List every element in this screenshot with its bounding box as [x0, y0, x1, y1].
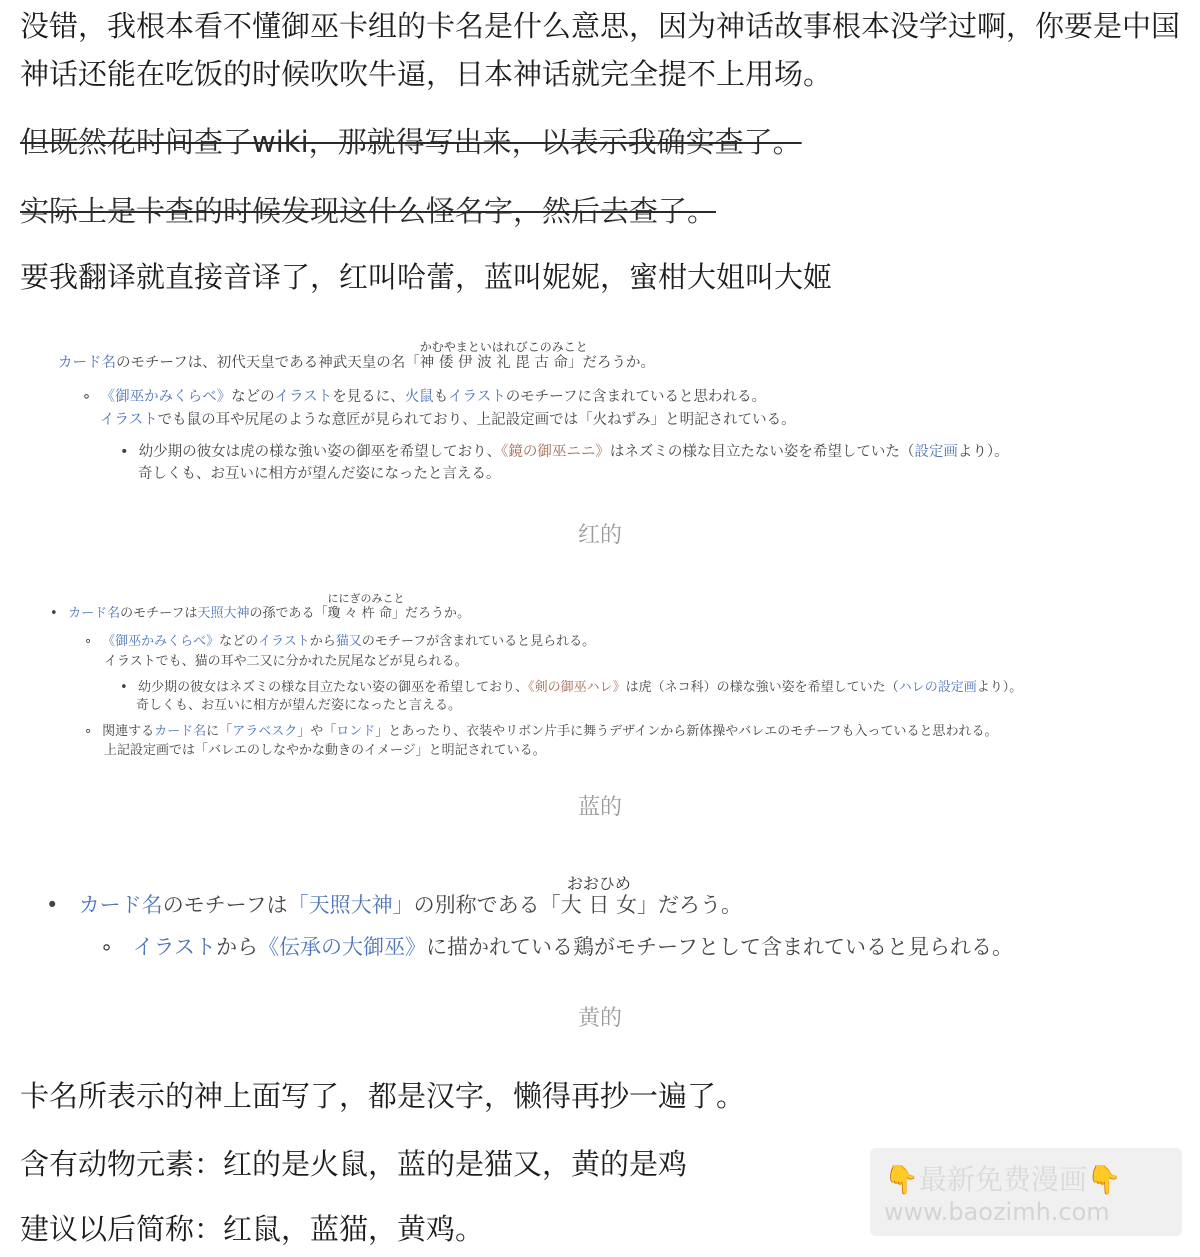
text: 」とあったり、衣装やリボン片手に舞うデザインから新体操やバレエのモチーフも入っていると思われる。: [375, 724, 998, 739]
link-settei[interactable]: 設定画: [914, 444, 958, 460]
text: 」だろうか。: [568, 355, 656, 371]
text: 幼少期の彼女はネズミの様な目立たない姿の御巫を希望しており、: [138, 680, 529, 695]
yellow-line-2: [100, 931, 1013, 961]
para-translation: 要我翻译就直接音译了，红叫哈蕾，蓝叫妮妮，蜜柑大姐叫大姬: [20, 260, 833, 294]
blue-line-3: [104, 650, 468, 669]
wiki-excerpt-yellow: [46, 865, 1166, 975]
ruby-kamuyamato: [419, 340, 588, 372]
text: は虎（ネコ科）の様な強い姿を希望していた（: [625, 680, 899, 695]
link-arabesque[interactable]: アラベスク: [232, 724, 298, 739]
link-tsurugi-hare[interactable]: 《剣の御巫ハレ》: [528, 680, 626, 695]
link-rondo[interactable]: ロンド: [336, 724, 376, 739]
yellow-line-1: [46, 874, 742, 919]
text: 奇しくも、お互いに相方が望んだ姿になったと言える。: [138, 466, 501, 482]
link-nekomata[interactable]: 猫又: [335, 634, 362, 649]
text: を見るに、: [332, 389, 405, 405]
text: 」だろうか。: [391, 606, 470, 621]
bullet-icon: •: [120, 680, 128, 695]
ruby-ninigi: [327, 592, 405, 621]
blue-line-2: [84, 630, 595, 649]
ruby-reading: ににぎのみこと: [327, 592, 405, 605]
link-hinezumi[interactable]: 火鼠: [404, 389, 434, 405]
ruby-reading: かむやまといはれびこのみこと: [419, 340, 588, 354]
link-illust[interactable]: イラスト: [274, 389, 333, 405]
ruby-base: 瓊 々 杵 命: [327, 606, 392, 621]
text: の別称である「: [413, 893, 561, 917]
ruby-base: 大 日 女: [560, 893, 637, 917]
ruby-oohime: [560, 874, 637, 919]
text: に描かれている鶏がモチーフとして含まれていると見られる。: [426, 935, 1014, 959]
text: より）。: [976, 680, 1023, 695]
link-densho-oomikanagi[interactable]: 《伝承の大御巫》: [258, 935, 427, 959]
para-kanji-note: 卡名所表示的神上面写了，都是汉字，懒得再抄一遍了。: [20, 1079, 746, 1113]
text: でも鼠の耳や尻尾のような意匠が見られており、上記設定画では「火ねずみ」と明記されている。: [157, 412, 796, 428]
caption-yellow: 黄的: [577, 1006, 622, 1031]
link-illust[interactable]: イラスト: [258, 634, 310, 649]
text: イラストでも、猫の耳や二又に分かれた尻尾などが見られる。: [104, 654, 468, 669]
para-animals: 含有动物元素：红的是火鼠，蓝的是猫又，黄的是鸡: [20, 1147, 688, 1181]
hollow-bullet-icon: ∘: [100, 935, 114, 959]
watermark-text: 最新免费漫画: [918, 1163, 1087, 1196]
link-illust[interactable]: イラスト: [448, 389, 506, 405]
red-line-4: [120, 440, 1009, 461]
text: のモチーフは、初代天皇である神武天皇の名「: [116, 355, 420, 371]
text: の孫である「: [249, 606, 328, 621]
pointing-down-hand-icon: 👇: [884, 1163, 919, 1196]
watermark: [870, 1148, 1182, 1236]
link-card-name[interactable]: カード名: [78, 893, 163, 917]
red-line-2: [82, 385, 766, 406]
watermark-url: www.baozimh.com: [884, 1198, 1110, 1226]
para-nicknames: 建议以后简称：红鼠，蓝猫，黄鸡。: [20, 1212, 485, 1246]
link-card-name[interactable]: カード名: [68, 606, 121, 621]
pointing-down-hand-icon: 👇: [1086, 1163, 1122, 1196]
link-amaterasu[interactable]: 「天照大神」: [287, 893, 414, 917]
text: などの: [231, 389, 275, 405]
para-intro: 没错，我根本看不懂御巫卡组的卡名是什么意思，因为神话故事根本没学过啊，你要是中国神话还能在吃饭的时候吹吹牛逼，日本神话就完全提不上用场。: [20, 9, 1181, 91]
red-line-5: [138, 462, 501, 483]
text: などの: [219, 634, 259, 649]
text: のモチーフが含まれていると見られる。: [361, 634, 596, 649]
link-card-name[interactable]: カード名: [154, 724, 207, 739]
bullet-icon: •: [46, 893, 59, 917]
blue-line-5: [136, 694, 461, 713]
blue-line-7: [104, 739, 546, 758]
text: のモチーフは: [162, 893, 288, 917]
ruby-reading: おおひめ: [566, 874, 631, 893]
text: 」や「: [297, 724, 337, 739]
link-kagami-nini[interactable]: 《鏡の御巫ニニ》: [501, 444, 610, 460]
caption-blue: 蓝的: [577, 795, 622, 820]
text: はネズミの様な目立たない姿を希望していた（: [609, 444, 915, 460]
text: 上記設定画では「バレエのしなやかな動きのイメージ」と明記されている。: [104, 743, 546, 758]
hollow-bullet-icon: ∘: [82, 389, 92, 405]
text: のモチーフに含まれていると思われる。: [505, 389, 767, 405]
para-strike-2: 实际上是卡查的时候发现这什么怪名字，然后去查了。: [20, 194, 717, 228]
wiki-excerpt-red: [58, 335, 1178, 495]
wiki-excerpt-blue: [50, 588, 1170, 758]
link-illust[interactable]: イラスト: [132, 935, 217, 959]
hollow-bullet-icon: ∘: [84, 724, 93, 739]
link-kamikurabe[interactable]: 《御巫かみくらべ》: [102, 634, 220, 649]
para-strike-1: 但既然花时间查了wiki，那就得写出来，以表示我确实查了。: [20, 125, 802, 159]
bullet-icon: •: [50, 606, 58, 621]
caption-red: 红的: [577, 523, 622, 548]
text: より）。: [957, 444, 1009, 460]
text: から: [216, 935, 259, 959]
text: 幼少期の彼女は虎の様な強い姿の御巫を希望しており、: [138, 444, 502, 460]
ruby-base: 神 倭 伊 波 礼 毘 古 命: [419, 355, 569, 371]
text: に「: [206, 724, 233, 739]
red-line-1: [58, 340, 656, 372]
blue-line-4: [120, 676, 1022, 695]
red-line-3: [100, 408, 796, 429]
hollow-bullet-icon: ∘: [84, 634, 93, 649]
blue-line-6: [84, 720, 998, 739]
text: 奇しくも、お互いに相方が望んだ姿になったと言える。: [136, 698, 462, 713]
watermark-line-1: [884, 1158, 1122, 1198]
text: 関連する: [102, 724, 155, 739]
link-amaterasu[interactable]: 天照大神: [197, 606, 250, 621]
link-kamikurabe[interactable]: 《御巫かみくらべ》: [100, 389, 232, 405]
link-illust[interactable]: イラスト: [100, 412, 158, 428]
text: 」だろう。: [637, 893, 742, 917]
text: のモチーフは: [120, 606, 198, 621]
link-hare-settei[interactable]: ハレの設定画: [898, 680, 977, 695]
text: から: [309, 634, 336, 649]
blue-line-1: [50, 592, 470, 621]
link-card-name[interactable]: カード名: [58, 355, 116, 371]
text: も: [433, 389, 449, 405]
bullet-icon: •: [120, 444, 129, 460]
